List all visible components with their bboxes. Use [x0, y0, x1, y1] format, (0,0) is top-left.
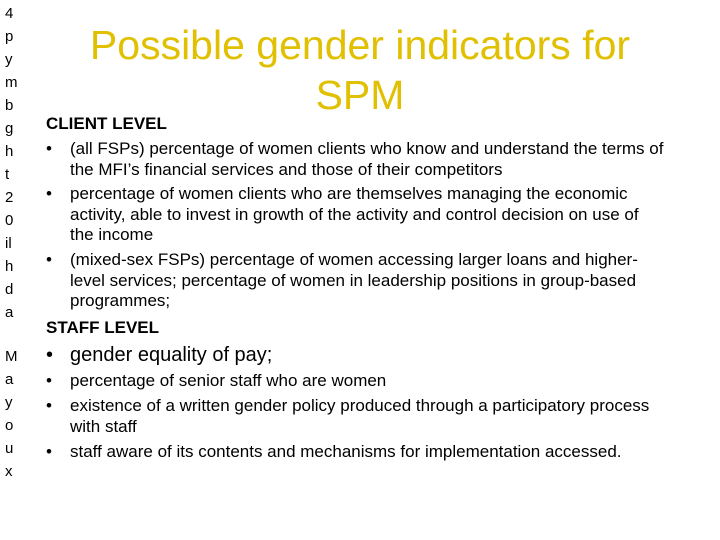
side-fragment: a	[5, 371, 14, 388]
side-fragment: t	[5, 166, 10, 183]
side-fragment: x	[5, 463, 13, 480]
client-bullet	[46, 250, 666, 312]
side-fragment: a	[5, 304, 14, 321]
bullet-text: percentage of women clients who are themselves managing the economic activity, able to invest in growth of the activity and control decision on use of the income	[70, 184, 639, 244]
bullet-icon: •	[46, 139, 52, 158]
client-bullet	[46, 184, 666, 246]
client-level-heading: CLIENT LEVEL	[46, 114, 167, 133]
bullet-icon: •	[46, 371, 52, 390]
side-fragment: M	[5, 348, 18, 365]
side-fragment: m	[5, 74, 18, 91]
bullet-icon: •	[46, 396, 52, 415]
bullet-text: staff aware of its contents and mechanisms for implementation accessed.	[70, 442, 622, 461]
side-fragment: il	[5, 235, 12, 252]
side-fragment: 4	[5, 5, 14, 22]
staff-bullet	[46, 396, 666, 437]
side-fragment: 2	[5, 189, 14, 206]
bullet-icon: •	[46, 442, 52, 461]
side-fragment: o	[5, 417, 14, 434]
bullet-icon: •	[46, 184, 52, 203]
bullet-text: (all FSPs) percentage of women clients who know and understand the terms of the MFI’s financial services and those of their competitors	[70, 139, 664, 179]
staff-bullet	[46, 442, 666, 463]
bullet-text: percentage of senior staff who are women	[70, 371, 387, 390]
slide-title: Possible gender indicators for SPM	[89, 22, 631, 118]
bullet-icon: •	[46, 344, 54, 366]
staff-level-heading: STAFF LEVEL	[46, 318, 160, 337]
bullet-text: (mixed-sex FSPs) percentage of women accessing larger loans and higher-level services; percentage of women in leadership positions in group-based programmes;	[70, 250, 638, 310]
client-bullet	[46, 139, 666, 180]
side-fragment: b	[5, 97, 14, 114]
bullet-text: gender equality of pay;	[70, 344, 273, 366]
side-fragment: y	[5, 51, 13, 68]
bullet-icon: •	[46, 250, 52, 269]
staff-bullet	[46, 343, 666, 367]
side-fragment: 0	[5, 212, 14, 229]
side-fragment: g	[5, 120, 14, 137]
staff-bullet	[46, 371, 666, 392]
side-fragment: h	[5, 143, 14, 160]
side-fragment: h	[5, 258, 14, 275]
side-fragment: d	[5, 281, 14, 298]
side-fragment: y	[5, 394, 13, 411]
side-fragment: u	[5, 440, 14, 457]
side-fragment: p	[5, 28, 14, 45]
bullet-text: existence of a written gender policy produced through a participatory process with staff	[70, 396, 650, 436]
